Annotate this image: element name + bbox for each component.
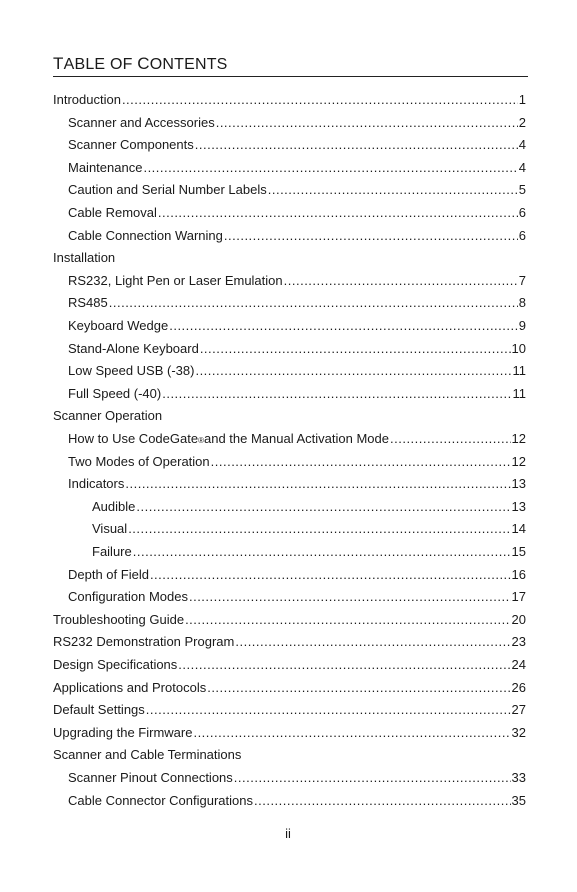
toc-entry[interactable] <box>53 724 526 741</box>
toc-entry[interactable] <box>68 340 526 357</box>
title-initial: T <box>53 54 64 73</box>
toc-entry-page: 6 <box>518 205 526 220</box>
toc-entry-page: 33 <box>511 770 526 785</box>
toc-entry-page: 11 <box>512 363 526 379</box>
toc-entry-page: 1 <box>518 92 526 107</box>
toc-entry[interactable] <box>53 91 526 108</box>
toc-entry[interactable] <box>53 611 526 628</box>
title-word: ONTENTS <box>149 56 228 73</box>
toc-entry[interactable] <box>53 633 526 650</box>
toc-entry-page: 5 <box>518 182 526 198</box>
toc-entry[interactable] <box>53 746 526 763</box>
toc-entry[interactable] <box>53 701 526 718</box>
toc-entry[interactable] <box>68 475 526 492</box>
toc-entry[interactable] <box>68 792 526 809</box>
toc-entry[interactable] <box>68 588 526 605</box>
toc-entry[interactable] <box>68 114 526 131</box>
dot-leader <box>178 656 510 673</box>
toc-entry-page: 8 <box>518 295 526 311</box>
dot-leader <box>143 159 517 176</box>
toc-entry-page: 11 <box>512 385 526 401</box>
dot-leader <box>224 227 518 244</box>
toc-entry-page: 20 <box>511 611 526 627</box>
toc-entry-page: 15 <box>511 544 526 559</box>
toc-entry[interactable] <box>92 498 526 515</box>
toc-entry[interactable] <box>68 136 526 153</box>
dot-leader <box>122 91 518 108</box>
toc-entry-title: Installation <box>53 250 116 266</box>
toc-entry-title: Design Specifications <box>53 657 178 672</box>
dot-leader <box>189 588 511 605</box>
toc-entry-title: Configuration Modes <box>68 589 188 605</box>
toc-entry[interactable] <box>53 407 526 424</box>
toc-entry-title: Scanner Operation <box>53 408 163 424</box>
toc-entry[interactable] <box>68 362 526 379</box>
dot-leader <box>195 136 518 153</box>
toc-entry-title: Scanner Pinout Connections <box>68 770 233 785</box>
dot-leader <box>200 340 511 357</box>
toc-entry[interactable]: How to Use CodeGate ® and the Manual Activation Mode ..... 12 <box>68 430 526 447</box>
toc-entry-title: Low Speed USB (-38) <box>68 363 195 379</box>
toc-entry[interactable] <box>68 453 526 470</box>
toc-entry-title: Stand-Alone Keyboard <box>68 340 199 356</box>
toc-entry[interactable] <box>68 385 526 402</box>
toc-entry-page: 7 <box>518 272 526 288</box>
toc-entry-page: 2 <box>518 114 526 130</box>
toc-entry-page: 13 <box>511 498 526 514</box>
dot-leader <box>136 498 510 515</box>
toc-entry-title: Failure <box>92 544 132 559</box>
toc-entry[interactable] <box>68 769 526 786</box>
dot-leader <box>211 453 511 470</box>
dot-leader <box>185 611 510 628</box>
toc-entry-title: Visual <box>92 521 128 537</box>
toc-entry-page: 23 <box>511 634 526 650</box>
dot-leader <box>146 701 511 718</box>
dot-leader <box>128 520 510 537</box>
dot-leader <box>133 543 511 560</box>
dot-leader <box>216 114 518 131</box>
toc-entry-page: 24 <box>511 657 526 672</box>
dot-leader <box>234 769 511 786</box>
dot-leader <box>162 385 511 402</box>
toc-entry-page: 35 <box>511 792 526 808</box>
toc-entry[interactable] <box>68 227 526 244</box>
toc-entry-title: Audible <box>92 498 136 514</box>
page-title <box>53 54 528 75</box>
toc-entry-title: Maintenance <box>68 159 143 175</box>
dot-leader <box>169 317 518 334</box>
title-word: ABLE OF <box>63 56 138 73</box>
toc-entry-title: Default Settings <box>53 702 145 718</box>
dot-leader <box>235 633 510 650</box>
dot-leader <box>158 204 518 221</box>
toc-entry-title: Applications and Protocols <box>53 679 207 695</box>
dot-leader <box>254 792 511 809</box>
toc-entry-title: RS232 Demonstration Program <box>53 634 235 650</box>
dot-leader <box>390 430 511 447</box>
toc-entry[interactable] <box>68 294 526 311</box>
toc-entry-title: How to Use CodeGate <box>68 431 199 446</box>
toc-entry-page: 12 <box>511 431 526 446</box>
toc-entry[interactable] <box>68 317 526 334</box>
toc-entry-page: 9 <box>518 318 526 333</box>
toc-entry-title: Scanner and Cable Terminations <box>53 747 242 763</box>
toc-entry-title: Introduction <box>53 92 121 107</box>
dot-leader <box>207 679 510 696</box>
toc-entry-page: 14 <box>511 521 526 537</box>
toc-entry-title: Upgrading the Firmware <box>53 724 193 740</box>
dot-leader <box>284 272 518 289</box>
toc-entry[interactable] <box>53 656 526 673</box>
toc-entry-title: Troubleshooting Guide <box>53 611 185 627</box>
dot-leader <box>150 566 511 583</box>
toc-entry[interactable] <box>92 543 526 560</box>
page-number: ii <box>285 826 291 841</box>
toc-entry-page: 12 <box>511 453 526 469</box>
dot-leader <box>193 724 510 741</box>
toc-entry[interactable] <box>53 679 526 696</box>
toc-entry-title-cont: and the Manual Activation Mode <box>203 431 389 446</box>
toc-entry[interactable] <box>68 272 526 289</box>
toc-entry-page: 17 <box>511 589 526 605</box>
toc-entry-page: 10 <box>511 340 526 356</box>
toc-entry-title: RS485 <box>68 295 108 311</box>
toc-entry[interactable] <box>92 520 526 537</box>
toc-entry-page: 4 <box>518 159 526 175</box>
toc-entry-page: 16 <box>511 566 526 582</box>
toc-entry-title: Caution and Serial Number Labels <box>68 182 267 198</box>
toc-entry-page: 4 <box>518 137 526 153</box>
toc-entry[interactable] <box>68 181 526 198</box>
toc-entry-title: Scanner and Accessories <box>68 114 215 130</box>
toc-entry-title: Full Speed (-40) <box>68 385 162 401</box>
title-rule <box>53 76 528 77</box>
toc-entry-title: Cable Removal <box>68 205 157 220</box>
dot-leader <box>125 475 510 492</box>
title-initial: C <box>137 54 150 73</box>
toc-entry-title: Depth of Field <box>68 566 149 582</box>
toc-entry-page: 13 <box>511 476 526 492</box>
toc-entry-page: 27 <box>511 702 526 718</box>
toc-entry-page: 6 <box>518 227 526 243</box>
toc-entry-title: Keyboard Wedge <box>68 318 169 333</box>
toc-entry-title: Cable Connection Warning <box>68 227 223 243</box>
toc-entry[interactable] <box>68 159 526 176</box>
toc-entry-title: Scanner Components <box>68 137 194 153</box>
toc-entry-title: Cable Connector Configurations <box>68 792 253 808</box>
toc-entry[interactable] <box>68 204 526 221</box>
toc-entry[interactable] <box>68 566 526 583</box>
toc-entry-page: 26 <box>511 679 526 695</box>
dot-leader <box>268 181 518 198</box>
dot-leader <box>195 362 511 379</box>
dot-leader <box>109 294 518 311</box>
toc-entry[interactable] <box>53 249 526 266</box>
toc-entry-title: Two Modes of Operation <box>68 453 210 469</box>
toc-entry-title: RS232, Light Pen or Laser Emulation <box>68 272 283 288</box>
toc-entry-page: 32 <box>511 724 526 740</box>
toc-entry-title: Indicators <box>68 476 125 492</box>
